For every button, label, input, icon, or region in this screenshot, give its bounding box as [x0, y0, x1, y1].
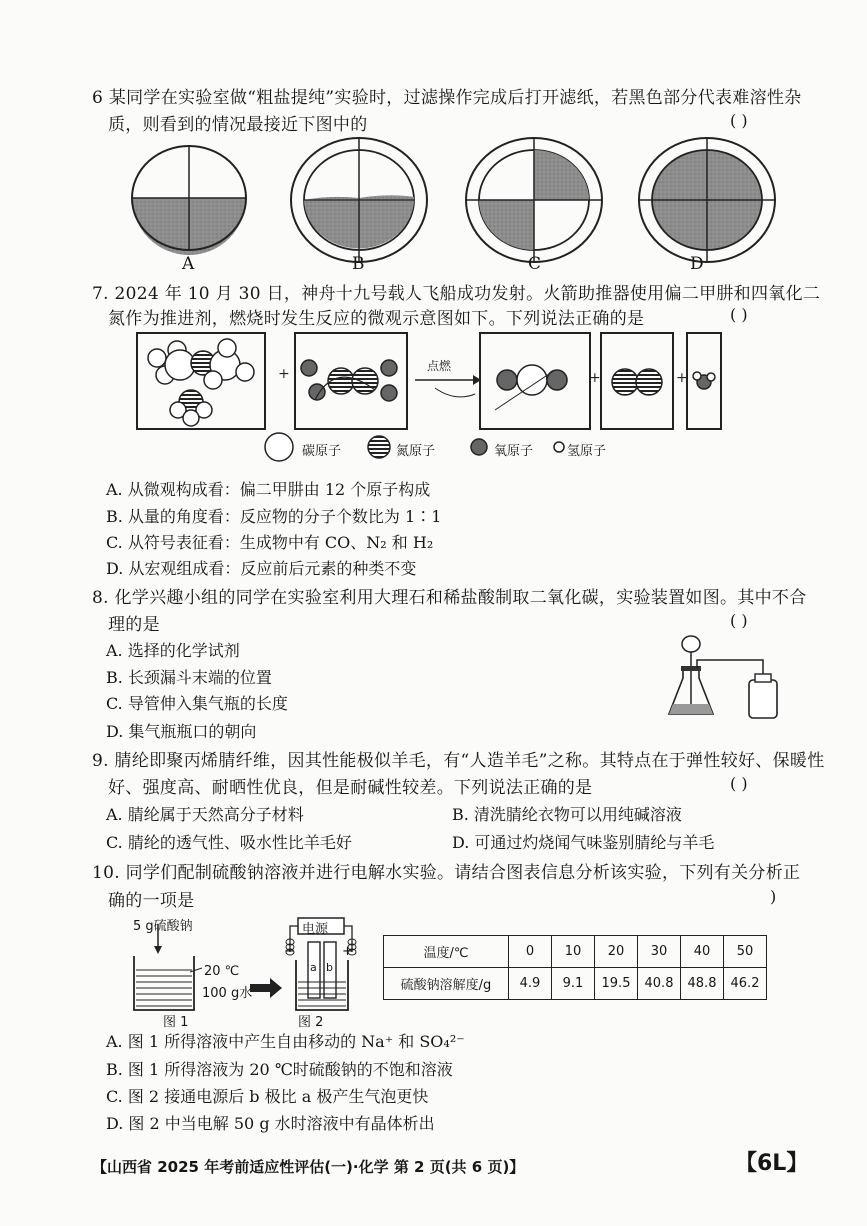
q8-option-c: C. 导管伸入集气瓶的长度 — [106, 694, 288, 713]
fig2-electrode-b: b — [326, 961, 333, 974]
fig2-minus-sign: − — [284, 944, 295, 959]
temp-cell: 20 — [595, 936, 638, 968]
q9-option-a: A. 腈纶属于天然高分子材料 — [106, 805, 304, 824]
fig1-caption: 图 1 — [163, 1015, 189, 1030]
q7-option-b: B. 从量的角度看：反应物的分子个数比为 1∶1 — [106, 507, 442, 526]
q10-option-d: D. 图 2 中当电解 50 g 水时溶液中有晶体析出 — [106, 1114, 435, 1133]
legend-hydrogen: 氢原子 — [567, 444, 607, 459]
q9-option-b: B. 清洗腈纶衣物可以用纯碱溶液 — [452, 805, 682, 824]
q9-option-d: D. 可通过灼烧闻气味鉴别腈纶与羊毛 — [452, 833, 715, 852]
q10-option-a: A. 图 1 所得溶液中产生自由移动的 Na⁺ 和 SO₄²⁻ — [106, 1032, 465, 1051]
q10-stem-line1: 10. 同学们配制硫酸钠溶液并进行电解水实验。请结合图表信息分析该实验，下列有关分析正 — [92, 863, 801, 883]
temp-cell: 10 — [552, 936, 595, 968]
q9-stem-line1: 9. 腈纶即聚丙烯腈纤维，因其性能极似羊毛，有“人造羊毛”之称。其特点在于弹性较好、保暖性 — [92, 751, 825, 771]
solubility-cell: 9.1 — [552, 968, 595, 1000]
fig2-caption: 图 2 — [298, 1015, 324, 1030]
q9-stem-line2: 好、强度高、耐晒性优良，但是耐碱性较差。下列说法正确的是 — [108, 778, 593, 798]
fig2-power-label: 电源 — [302, 922, 329, 937]
q7-option-a: A. 从微观构成看：偏二甲肼由 12 个原子构成 — [106, 480, 431, 499]
legend-nitrogen: 氮原子 — [396, 444, 436, 459]
filter-paper-b — [291, 138, 427, 262]
svg-text:+: + — [278, 366, 290, 382]
q6-filter-paper-figures — [120, 137, 840, 277]
legend-carbon: 碳原子 — [302, 444, 342, 459]
q9-option-c: C. 腈纶的透气性、吸水性比羊毛好 — [106, 833, 352, 852]
solubility-cell: 40.8 — [638, 968, 681, 1000]
q8-option-a: A. 选择的化学试剂 — [106, 641, 240, 660]
q7-option-d: D. 从宏观组成看：反应前后元素的种类不变 — [106, 559, 417, 578]
q6-label-b: B — [352, 254, 365, 274]
temp-cell: 50 — [724, 936, 767, 968]
solubility-row — [384, 968, 767, 1000]
solubility-table — [383, 935, 767, 1000]
q7-stem-line1: 7. 2024 年 10 月 30 日，神舟十九号载人飞船成功发射。火箭助推器使用偏二甲肼和四氧化二 — [92, 284, 821, 304]
q7-stem-line2: 氮作为推进剂，燃烧时发生反应的微观示意图如下。下列说法正确的是 — [108, 309, 645, 329]
q7-option-c: C. 从符号表征看：生成物中有 CO、N₂ 和 H₂ — [106, 533, 434, 552]
q7-answer-paren: ( ) — [730, 305, 748, 324]
temp-cell: 40 — [681, 936, 724, 968]
q10-stem-line2: 确的一项是 — [108, 891, 195, 911]
fig1-temperature: 20 ℃ — [204, 964, 240, 979]
fig2-plus-sign: + — [342, 944, 353, 959]
q8-option-b: B. 长颈漏斗末端的位置 — [106, 668, 272, 687]
q6-label-c: C — [528, 254, 542, 274]
filter-paper-c — [466, 138, 602, 262]
temperature-row — [384, 936, 767, 968]
q10-option-b: B. 图 1 所得溶液为 20 ℃时硫酸钠的不饱和溶液 — [106, 1060, 453, 1079]
temp-cell: 30 — [638, 936, 681, 968]
q6-stem-line1: 6 某同学在实验室做“粗盐提纯”实验时，过滤操作完成后打开滤纸，若黑色部分代表难溶性杂 — [92, 88, 802, 108]
fig2-electrode-a: a — [310, 961, 317, 974]
temperature-header: 温度/℃ — [384, 936, 509, 968]
fig1-solute-label: 5 g硫酸钠 — [133, 919, 193, 934]
co2-apparatus-figure — [665, 628, 785, 728]
solubility-cell: 48.8 — [681, 968, 724, 1000]
temp-cell: 0 — [509, 936, 552, 968]
page-footer: 【山西省 2025 年考前适应性评估(一)·化学 第 2 页(共 6 页)】 — [92, 1158, 525, 1176]
q8-stem-line1: 8. 化学兴趣小组的同学在实验室利用大理石和稀盐酸制取二氧化碳，实验装置如图。其中不合 — [92, 588, 807, 608]
solubility-header: 硫酸钠溶解度/g — [384, 968, 509, 1000]
solubility-cell: 46.2 — [724, 968, 767, 1000]
q10-option-c: C. 图 2 接通电源后 b 极比 a 极产生气泡更快 — [106, 1087, 429, 1106]
paper-code-tag: 【6L】 — [735, 1151, 809, 1176]
q8-answer-paren: ( ) — [730, 611, 748, 630]
q8-option-d: D. 集气瓶瓶口的朝向 — [106, 722, 257, 741]
svg-text:点燃: 点燃 — [427, 359, 452, 373]
q6-label-d: D — [690, 254, 704, 274]
fig1-water-mass: 100 g水 — [202, 986, 253, 1001]
q6-answer-paren: ( ) — [730, 111, 748, 130]
q8-stem-line2: 理的是 — [108, 615, 160, 635]
filter-paper-a — [132, 146, 246, 255]
solubility-cell: 4.9 — [509, 968, 552, 1000]
solubility-cell: 19.5 — [595, 968, 638, 1000]
legend-oxygen: 氧原子 — [494, 444, 534, 459]
svg-text:+: + — [589, 370, 601, 386]
q6-label-a: A — [182, 254, 195, 274]
q9-answer-paren: ( ) — [730, 774, 748, 793]
q10-answer-paren: ) — [770, 887, 777, 906]
svg-text:+: + — [676, 370, 688, 386]
filter-paper-d — [639, 138, 775, 262]
q6-stem-line2: 质，则看到的情况最接近下图中的 — [108, 115, 368, 135]
